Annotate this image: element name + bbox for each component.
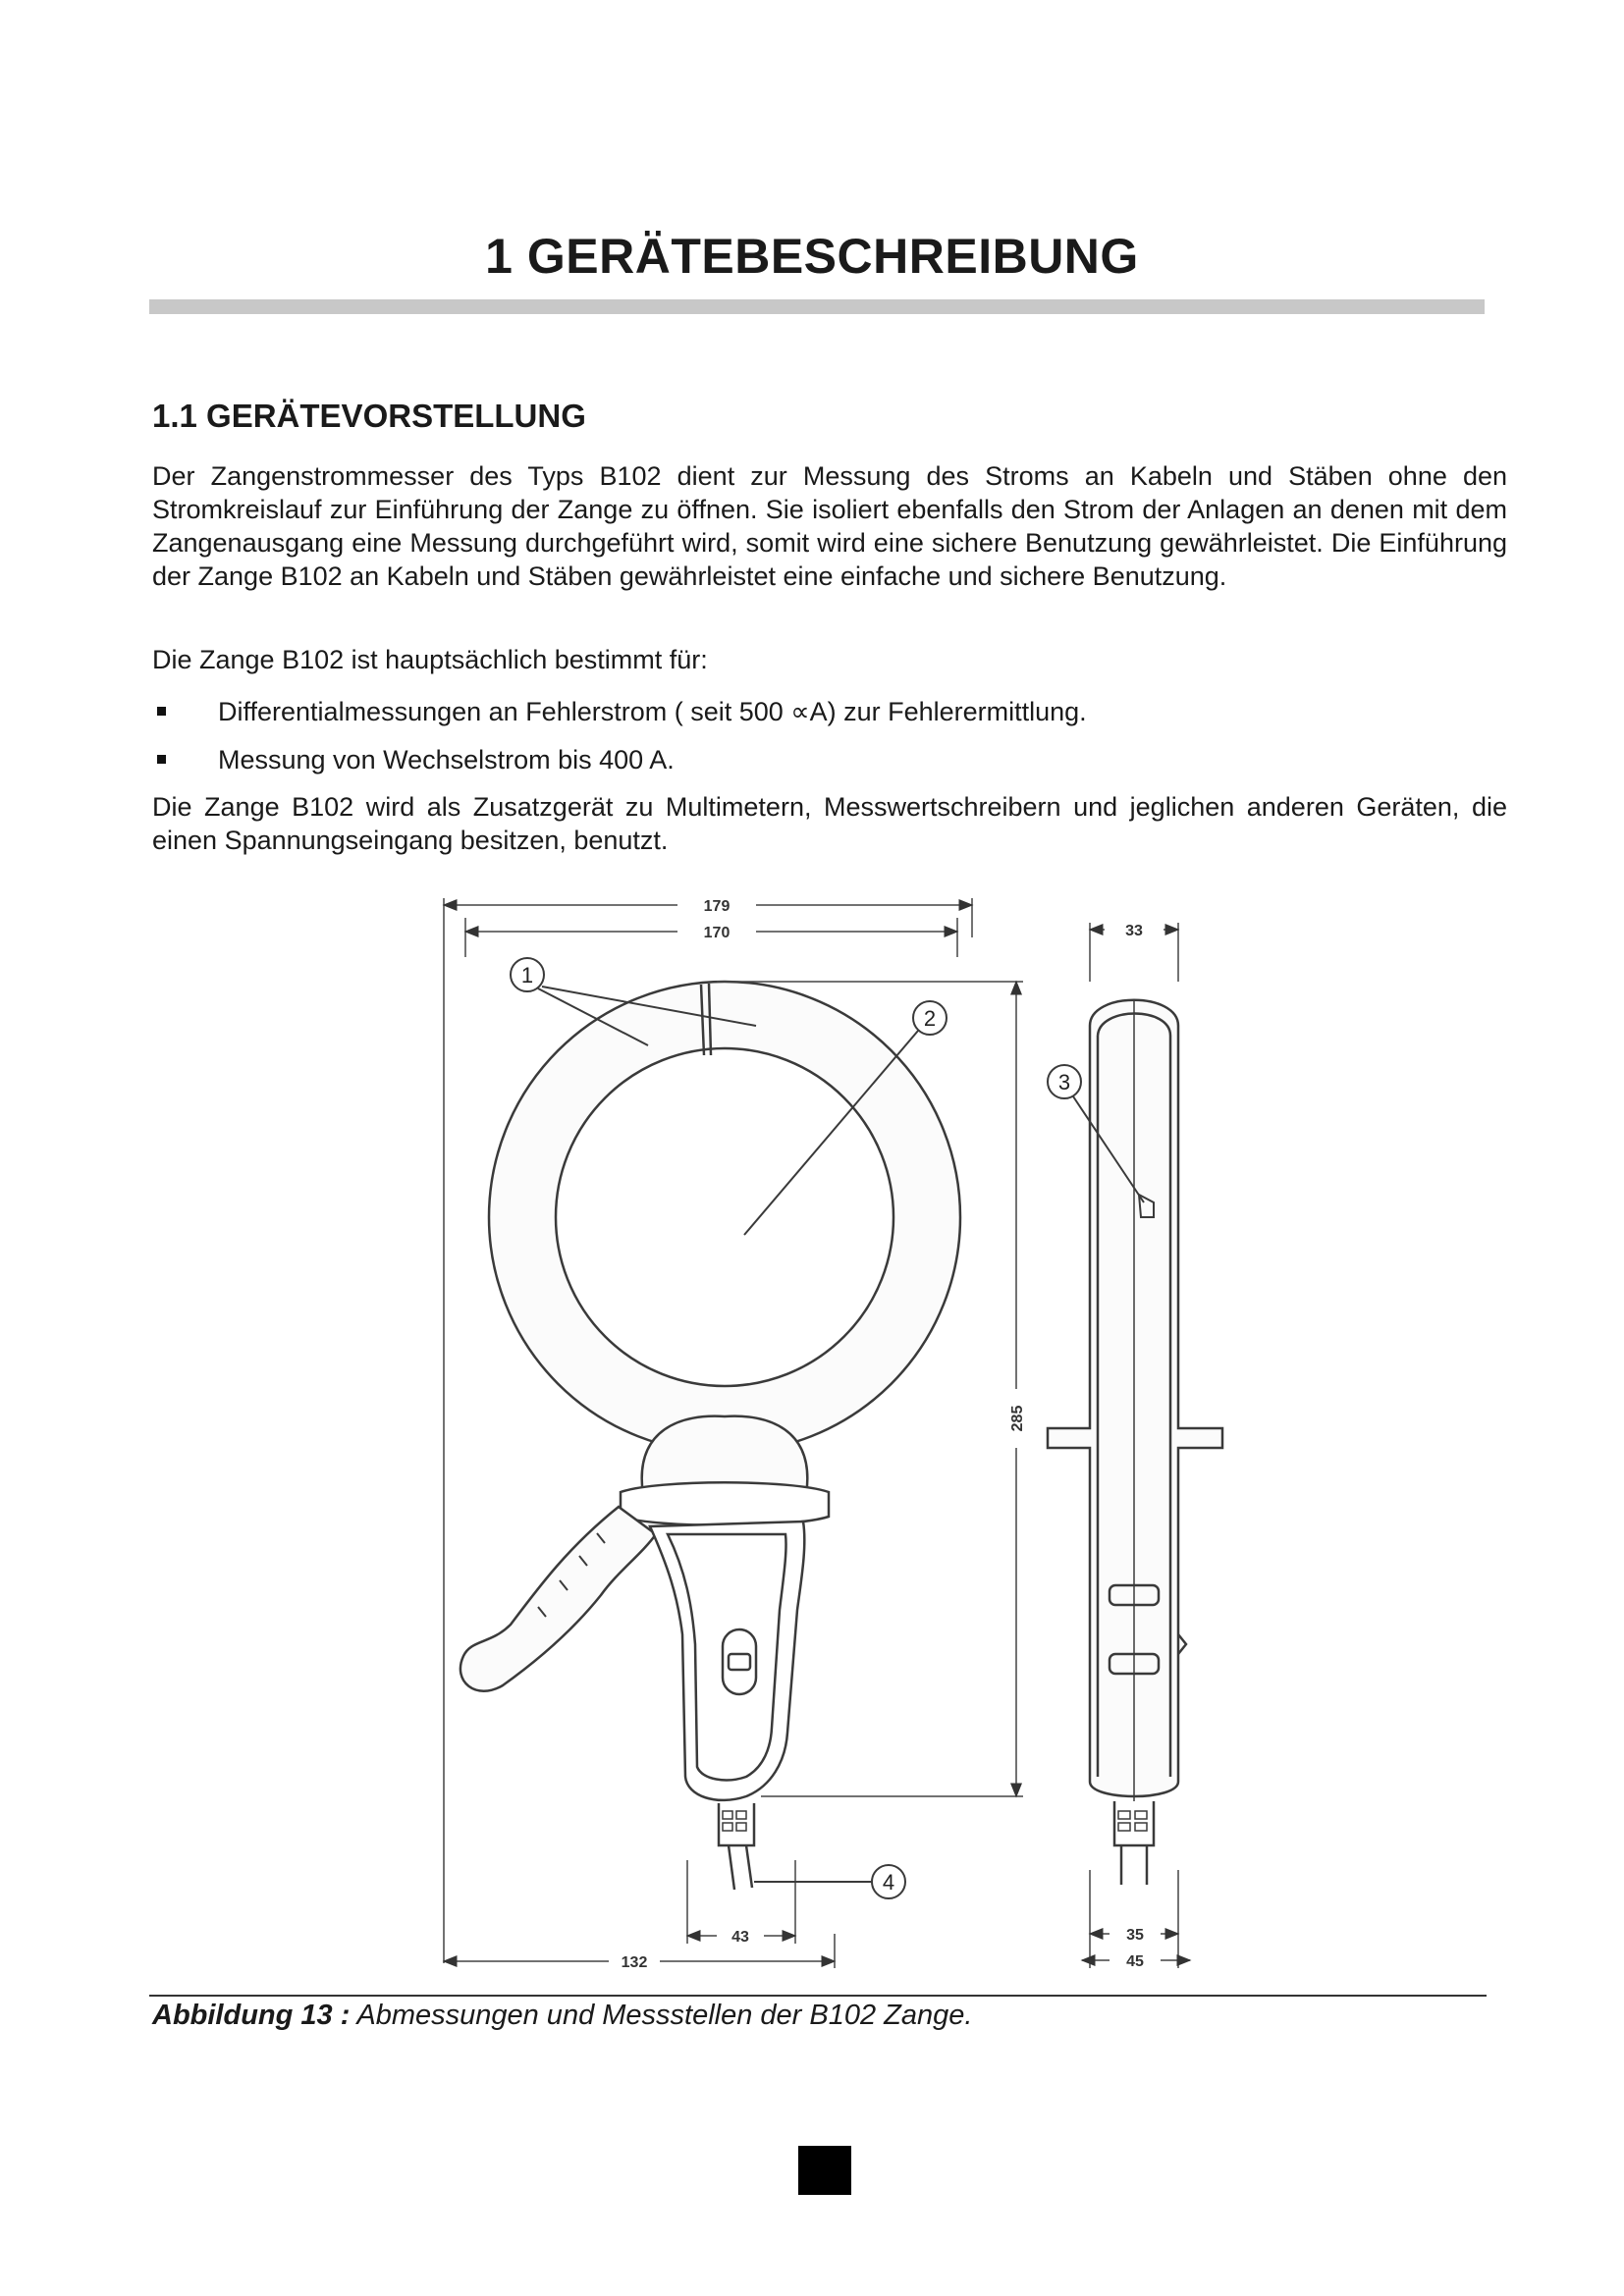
intro-paragraph: Der Zangenstrommesser des Typs B102 dient zur Messung des Stroms an Kabeln und Stäben ohne den Stromkreislauf zur Einführung der Zange zu öffnen. Sie isoliert ebenfalls den Strom der Anlagen an denen mit dem Zangenausgang eine Messung durchgeführt wird, somit wird eine sichere Benutzung gewährleistet. Die Einführung der Zange B102 an Kabeln und Stäben gewährleistet eine einfache und sichere Benutzung.: [152, 461, 1507, 591]
chapter-title: 1 GERÄTEBESCHREIBUNG: [485, 229, 1139, 284]
callout-4: 4: [882, 1870, 895, 1895]
dim-width-inner: 170: [703, 925, 731, 941]
callout-2: 2: [923, 1006, 937, 1031]
bullet-marker: [157, 755, 166, 764]
caption-divider: [149, 1995, 1487, 1997]
caption-text: Abmessungen und Messstellen der B102 Zange.: [350, 2000, 973, 2031]
callout-3: 3: [1057, 1070, 1071, 1095]
clamp-side-view: [1048, 923, 1222, 1968]
dim-side-bottom-outer: 45: [1126, 1953, 1144, 1970]
dim-width-outer: 179: [703, 898, 731, 915]
section-title: 1.1 GERÄTEVORSTELLUNG: [152, 398, 586, 434]
dim-base-width: 132: [621, 1954, 648, 1971]
bullet-text: Messung von Wechselstrom bis 400 A.: [218, 745, 675, 774]
callout-1: 1: [520, 963, 534, 988]
figure-caption: [152, 2000, 972, 2032]
clamp-dimension-drawing: [422, 879, 1227, 1988]
dim-side-thickness: 33: [1125, 923, 1143, 939]
page-marker: [798, 2146, 851, 2195]
dim-handle-width: 43: [731, 1929, 749, 1946]
usage-paragraph: Die Zange B102 wird als Zusatzgerät zu Multimetern, Messwertschreibern und jeglichen anderen Geräten, die einen Spannungseingang besitzen, benutzt.: [152, 792, 1507, 855]
bullet-marker: [157, 707, 166, 716]
purpose-paragraph: Die Zange B102 ist hauptsächlich bestimmt für:: [152, 645, 708, 674]
title-divider: [149, 299, 1485, 314]
dim-side-bottom-inner: 35: [1126, 1927, 1144, 1944]
bullet-text: Differentialmessungen an Fehlerstrom ( seit 500 ∝A) zur Fehlerermittlung.: [218, 697, 1087, 726]
dim-height: 285: [1009, 1405, 1026, 1432]
caption-label: Abbildung 13 :: [152, 2000, 351, 2031]
clamp-front-view: [444, 898, 1023, 1968]
